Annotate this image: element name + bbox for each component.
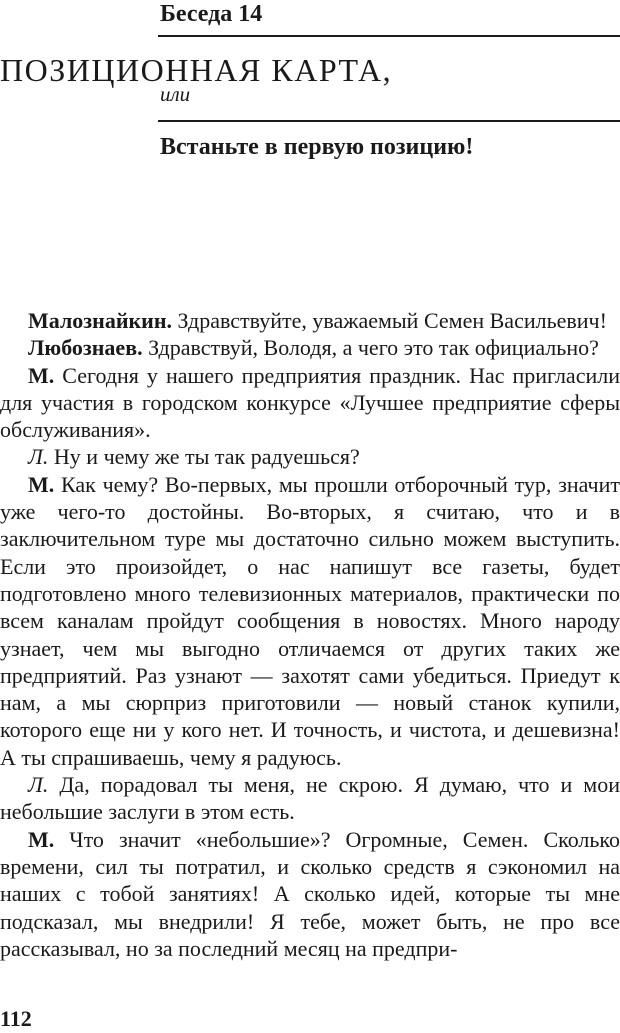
chapter-subtitle: Встаньте в первую позицию! <box>160 134 474 160</box>
speech: Здравствуйте, уважаемый Семен Васильевич! <box>172 308 607 333</box>
paragraph <box>0 771 620 826</box>
speaker: М. <box>28 471 55 497</box>
speech: Да, порадовал ты меня, не скрою. Я думаю, что и мои небольшие заслуги в этом есть. <box>0 772 620 825</box>
speech: Сегодня у нашего предприятия праздник. Нас пригласили для участия в городском конкурсе «Лучшее предприятие сферы обслуживания». <box>0 362 620 443</box>
paragraph <box>0 443 620 470</box>
paragraph <box>0 362 620 444</box>
speaker: Малознайкин. <box>28 308 173 333</box>
paragraph <box>0 826 620 962</box>
chapter-title: ПОЗИЦИОННАЯ КАРТА, <box>0 52 393 88</box>
speaker: Л. <box>28 772 49 798</box>
speaker: М. <box>28 826 55 852</box>
speaker: Л. <box>28 444 49 470</box>
paragraph <box>0 471 620 771</box>
title-conjunction: или <box>160 82 191 106</box>
speech: Здравствуй, Володя, а чего это так официально? <box>142 335 599 361</box>
speaker: Любознаев. <box>28 335 143 361</box>
speaker: М. <box>28 362 55 388</box>
speech: Что значит «небольшие»? Огромные, Семен. Сколько времени, сил ты потратил, и сколько средств я сэкономил на наших с тобой занятиях! А сколько идей, которые ты мне подсказал, мы внедрили! Я тебе, может быть, не про все рассказывал, но за последний месяц на предпри- <box>0 826 620 961</box>
dialogue-body <box>0 307 620 962</box>
middle-rule <box>158 120 620 122</box>
speech: Ну и чему же ты так радуешься? <box>48 444 360 470</box>
paragraph <box>0 334 620 361</box>
top-rule <box>158 35 620 37</box>
page-number: 112 <box>0 1006 32 1031</box>
speech: Как чему? Во-первых, мы прошли отборочный тур, значит уже чего-то достойны. Во-вторых, я считаю, что и в заключительном туре мы достаточно сильно можем выступить. Если это произойдет, о нас напишут все газеты, будет подготовлено много телевизионных материалов, практически по всем каналам пройдут сообщения в новостях. Много народу узнает, чем мы выгодно отличаемся от других таких же предприятий. Раз узнают — захотят сами убедиться. Приедут к нам, а мы сюрприз приготовили — новый станок купили, которого еще ни у кого нет. И точность, и чистота, и дешевизна! А ты спрашиваешь, чему я радуюсь. <box>0 471 620 770</box>
chapter-heading: Беседа 14 <box>160 1 263 27</box>
paragraph <box>0 307 620 334</box>
